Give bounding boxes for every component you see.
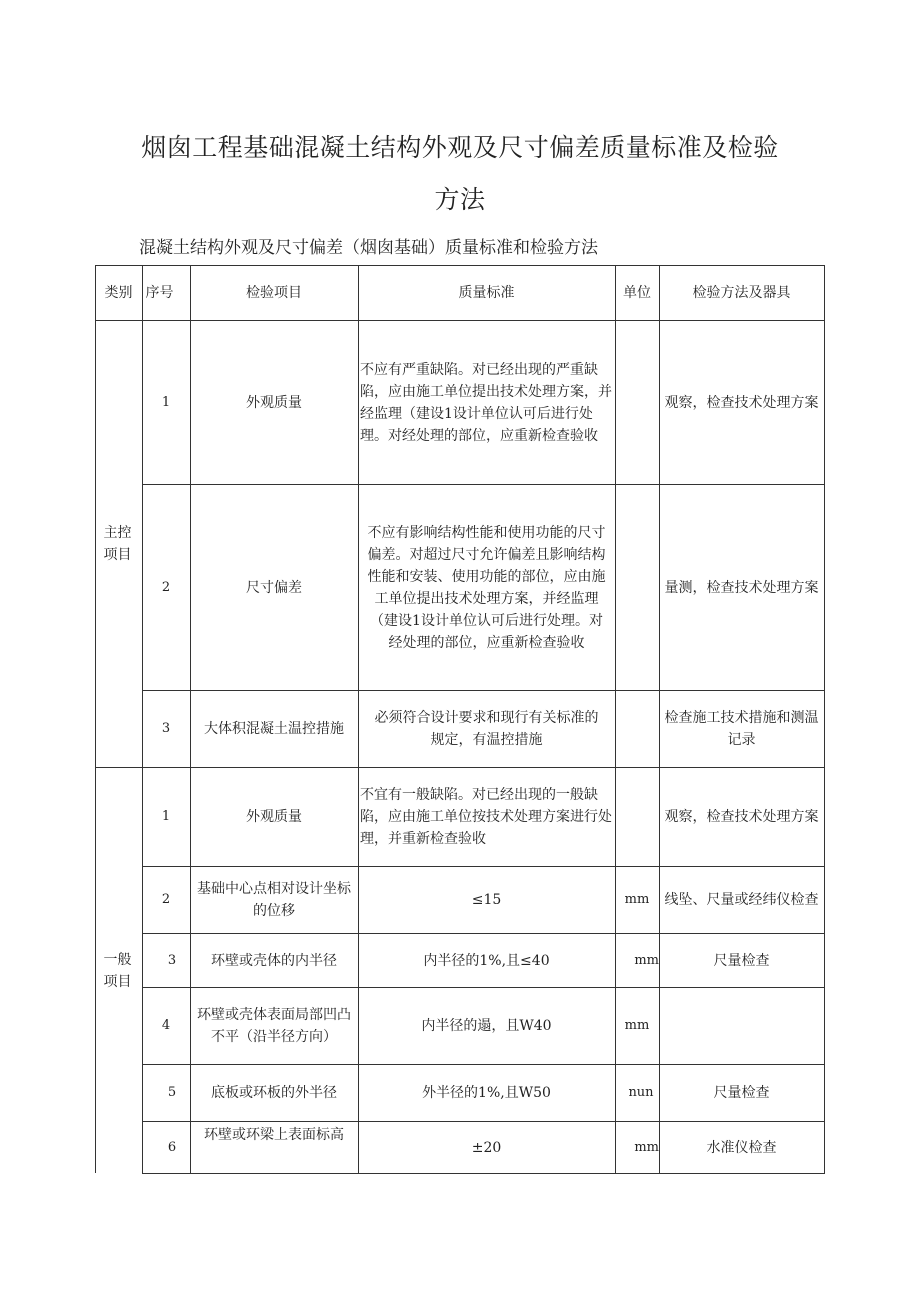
general-row2-seq	[142, 867, 190, 933]
general-row1-unit	[615, 768, 659, 866]
general-row5-method	[659, 1065, 824, 1121]
main-row2-standard	[358, 485, 615, 690]
main-row3-item	[190, 691, 358, 767]
main-row2-item-label: 尺寸偏差	[246, 579, 302, 596]
general-row3-standard	[358, 934, 615, 987]
general-row6-standard	[358, 1122, 615, 1173]
general-row2-item-label: 基础中心点相对设计坐标的位移	[197, 881, 351, 919]
general-row2-standard-text: ≤15	[471, 892, 502, 908]
general-row5-item-label: 底板或环板的外半径	[211, 1085, 337, 1101]
main-row1-item	[190, 321, 358, 484]
general-row2-method	[659, 867, 824, 933]
header-category-label: 类别	[104, 285, 133, 301]
general-row6-unit-value: mm	[634, 1139, 659, 1155]
main-row3-unit	[615, 691, 659, 767]
general-row2-unit-value: mm	[624, 892, 650, 907]
main-row1-method	[659, 321, 824, 484]
general-row4-item-label: 环壁或壳体表面局部凹凸不平（沿半径方向）	[197, 1007, 351, 1045]
header-method-label: 检验方法及器具	[692, 285, 791, 301]
general-row4-standard	[358, 988, 615, 1064]
general-row3-seq-value: 3	[167, 952, 177, 968]
main-row3-seq	[142, 691, 190, 767]
general-row1-method	[659, 768, 824, 866]
general-row2-method-text: 线坠、尺量或经纬仪检查	[664, 892, 819, 908]
main-row3-method	[659, 691, 824, 767]
main-row1-seq-value: 1	[161, 394, 171, 410]
header-seq	[142, 265, 177, 321]
main-row1-standard-text: 不应有严重缺陷。对已经出现的严重缺陷，应由施工单位提出技术处理方案，并经监理（建设1设计单位认可后进行处理。对经处理的部位，应重新检查验收	[360, 361, 612, 444]
main-row3-standard	[358, 691, 615, 767]
general-row3-item	[190, 934, 358, 987]
general-row2-item	[190, 867, 358, 933]
general-row4-seq-value: 4	[161, 1018, 171, 1033]
general-row1-method-text: 观察，检查技术处理方案	[664, 809, 819, 825]
header-item	[190, 265, 358, 321]
general-row2-standard	[358, 867, 615, 933]
main-row2-method-text: 量测，检查技术处理方案	[664, 579, 819, 596]
header-item-label: 检验项目	[246, 285, 302, 301]
general-row6-item	[190, 1122, 358, 1173]
header-unit	[615, 265, 659, 321]
general-row5-unit-value: nun	[628, 1085, 654, 1100]
document-title-line2: 方法	[434, 185, 486, 214]
main-row3-method-text: 检查施工技术措施和测温记录	[664, 710, 819, 748]
general-row1-seq-value: 1	[161, 809, 171, 824]
main-row1-unit	[615, 321, 659, 484]
main-row3-standard-text: 必须符合设计要求和现行有关标准的规定，有温控措施	[374, 710, 599, 748]
general-row5-item	[190, 1065, 358, 1121]
general-row4-method	[659, 988, 824, 1064]
main-row1-seq	[142, 321, 190, 484]
general-row1-standard	[358, 768, 615, 866]
general-row1-standard-text: 不宜有一般缺陷。对已经出现的一般缺陷，应由施工单位按技术处理方案进行处理，并重新检查验收	[360, 787, 612, 847]
general-row6-unit	[615, 1122, 659, 1173]
general-row6-method-text: 水准仪检查	[706, 1139, 777, 1156]
general-row6-standard-text: ±20	[471, 1139, 502, 1156]
header-unit-label: 单位	[623, 285, 651, 301]
general-row2-unit	[615, 867, 659, 933]
main-row3-seq-value: 3	[161, 721, 171, 736]
table-caption: 混凝土结构外观及尺寸偏差（烟囱基础）质量标准和检验方法	[139, 238, 598, 258]
header-seq-label: 序号	[145, 285, 174, 301]
main-row3-item-label: 大体积混凝土温控措施	[204, 721, 344, 737]
main-row2-seq-value: 2	[161, 579, 171, 595]
group-main-control	[95, 321, 142, 767]
main-row2-unit	[615, 485, 659, 690]
general-row2-seq-value: 2	[161, 892, 171, 907]
general-row3-method-text: 尺量检查	[713, 952, 770, 969]
main-row2-standard-text: 不应有影响结构性能和使用功能的尺寸偏差。对超过尺寸允许偏差且影响结构性能和安装、使用功能的部位，应由施工单位提出技术处理方案，并经监理（建设1设计单位认可后进行处理。对经处理的部位，应重新检查验收	[367, 524, 606, 651]
main-row1-item-label: 外观质量	[246, 394, 302, 411]
general-row6-method	[659, 1122, 824, 1173]
general-row6-seq-value: 6	[167, 1139, 177, 1155]
general-row4-item	[190, 988, 358, 1064]
main-row1-standard	[358, 321, 615, 484]
general-row3-unit	[615, 934, 659, 987]
main-row1-method-text: 观察，检查技术处理方案	[664, 394, 819, 411]
general-row4-unit-value: mm	[624, 1018, 650, 1033]
general-row5-standard-text: 外半径的1%,且W50	[422, 1085, 551, 1101]
general-row4-seq	[142, 988, 190, 1064]
general-row3-standard-text: 内半径的1%,且≤40	[423, 952, 550, 969]
main-row2-item	[190, 485, 358, 690]
general-row5-seq-value: 5	[167, 1085, 177, 1100]
general-row4-standard-text: 内半径的遢，且W40	[421, 1018, 552, 1034]
general-row3-item-label: 环壁或壳体的内半径	[211, 952, 337, 969]
general-row5-method-text: 尺量检查	[713, 1085, 770, 1101]
general-row3-unit-value: mm	[634, 952, 659, 968]
header-method	[659, 265, 824, 321]
general-row1-seq	[142, 768, 190, 866]
document-title-line1: 烟囱工程基础混凝土结构外观及尺寸偏差质量标准及检验	[141, 133, 779, 162]
header-standard	[358, 265, 615, 321]
group-general-label: 一般项目	[103, 951, 132, 990]
general-row6-item-label: 环壁或环梁上表面标高	[204, 1127, 344, 1143]
header-category	[95, 265, 142, 321]
general-row1-item	[190, 768, 358, 866]
general-row5-standard	[358, 1065, 615, 1121]
general-row1-item-label: 外观质量	[246, 809, 302, 825]
main-row2-method	[659, 485, 824, 690]
group-general	[95, 768, 142, 1173]
group-main-label: 主控项目	[103, 525, 132, 563]
header-standard-label: 质量标准	[458, 285, 515, 301]
row-divider	[142, 1173, 825, 1174]
table-border-right	[824, 265, 825, 1173]
general-row4-unit	[615, 988, 659, 1064]
main-row2-seq	[142, 485, 190, 690]
general-row3-method	[659, 934, 824, 987]
